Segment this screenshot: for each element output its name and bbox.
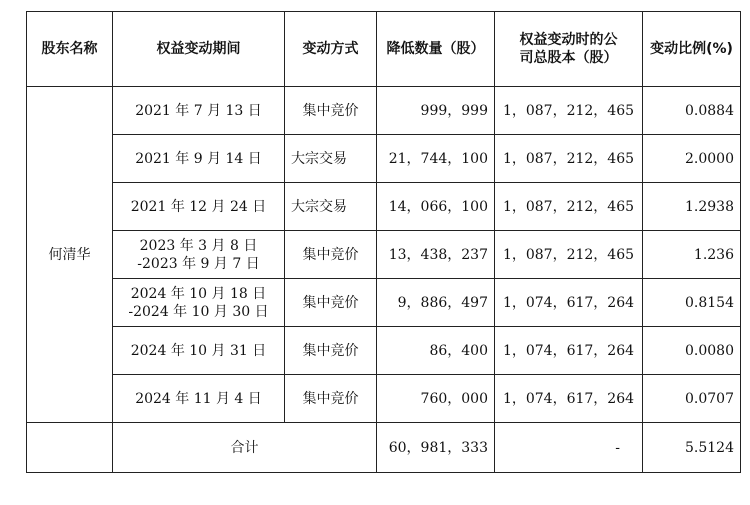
period-line1: 2021 年 9 月 14 日 bbox=[135, 150, 262, 167]
table-row bbox=[27, 231, 741, 279]
period-line1: 2021 年 12 月 24 日 bbox=[130, 198, 267, 215]
total-row bbox=[27, 423, 741, 473]
period-line1: 2021 年 7 月 13 日 bbox=[135, 102, 262, 119]
period-line1: 2024 年 11 月 4 日 bbox=[135, 390, 262, 407]
ratio-cell: 0.8154 bbox=[643, 279, 741, 327]
reduced-cell: 14，066，100 bbox=[377, 183, 495, 231]
total-shares-cell: 1，074，617，264 bbox=[495, 279, 643, 327]
method-cell: 集中竞价 bbox=[285, 279, 377, 327]
holder-name-cell: 何清华 bbox=[27, 87, 113, 423]
reduced-cell: 760，000 bbox=[377, 375, 495, 423]
header-holder: 股东名称 bbox=[27, 12, 113, 87]
table-row bbox=[27, 375, 741, 423]
ratio-cell: 0.0884 bbox=[643, 87, 741, 135]
reduced-cell: 21，744，100 bbox=[377, 135, 495, 183]
period-line2: -2024 年 10 月 30 日 bbox=[128, 303, 269, 320]
ratio-cell: 0.0707 bbox=[643, 375, 741, 423]
table-row bbox=[27, 183, 741, 231]
header-total-shares-line1: 权益变动时的公 bbox=[519, 32, 618, 48]
reduced-cell: 13，438，237 bbox=[377, 231, 495, 279]
method-cell: 大宗交易 bbox=[285, 135, 377, 183]
total-ratio-cell: 5.5124 bbox=[643, 423, 741, 473]
total-shares-cell: 1，087，212，465 bbox=[495, 135, 643, 183]
total-shares-cell: 1，074，617，264 bbox=[495, 375, 643, 423]
period-line1: 2024 年 10 月 18 日 bbox=[130, 285, 267, 302]
header-reduced-quantity: 降低数量（股） bbox=[377, 12, 495, 87]
method-cell: 集中竞价 bbox=[285, 375, 377, 423]
reduced-cell: 999，999 bbox=[377, 87, 495, 135]
period-cell bbox=[113, 231, 285, 279]
method-cell: 集中竞价 bbox=[285, 231, 377, 279]
method-cell: 大宗交易 bbox=[285, 183, 377, 231]
period-cell bbox=[113, 327, 285, 375]
method-cell: 集中竞价 bbox=[285, 87, 377, 135]
period-cell bbox=[113, 135, 285, 183]
total-row-blank-cell bbox=[27, 423, 113, 473]
header-total-shares bbox=[495, 12, 643, 87]
ratio-cell: 0.0080 bbox=[643, 327, 741, 375]
total-shares-dash-cell: - bbox=[495, 423, 643, 473]
ratio-cell: 1.236 bbox=[643, 231, 741, 279]
header-total-shares-line2: 司总股本（股） bbox=[519, 50, 618, 66]
ratio-cell: 2.0000 bbox=[643, 135, 741, 183]
reduced-cell: 86，400 bbox=[377, 327, 495, 375]
total-label-cell: 合计 bbox=[113, 423, 377, 473]
period-line1: 2023 年 3 月 8 日 bbox=[139, 237, 258, 254]
period-cell bbox=[113, 87, 285, 135]
total-reduced-cell: 60，981，333 bbox=[377, 423, 495, 473]
total-shares-cell: 1，087，212，465 bbox=[495, 231, 643, 279]
total-shares-cell: 1，087，212，465 bbox=[495, 87, 643, 135]
header-method: 变动方式 bbox=[285, 12, 377, 87]
period-line1: 2024 年 10 月 31 日 bbox=[130, 342, 267, 359]
total-shares-cell: 1，074，617，264 bbox=[495, 327, 643, 375]
table-row bbox=[27, 87, 741, 135]
reduced-cell: 9，886，497 bbox=[377, 279, 495, 327]
method-cell: 集中竞价 bbox=[285, 327, 377, 375]
period-cell bbox=[113, 375, 285, 423]
period-cell bbox=[113, 279, 285, 327]
table-row bbox=[27, 279, 741, 327]
equity-change-table bbox=[26, 11, 741, 473]
period-line2: -2023 年 9 月 7 日 bbox=[137, 255, 260, 272]
total-shares-cell: 1，087，212，465 bbox=[495, 183, 643, 231]
table-row bbox=[27, 327, 741, 375]
header-change-ratio: 变动比例(%) bbox=[643, 12, 741, 87]
period-cell bbox=[113, 183, 285, 231]
header-period: 权益变动期间 bbox=[113, 12, 285, 87]
ratio-cell: 1.2938 bbox=[643, 183, 741, 231]
table-row bbox=[27, 135, 741, 183]
table-header-row bbox=[27, 12, 741, 87]
